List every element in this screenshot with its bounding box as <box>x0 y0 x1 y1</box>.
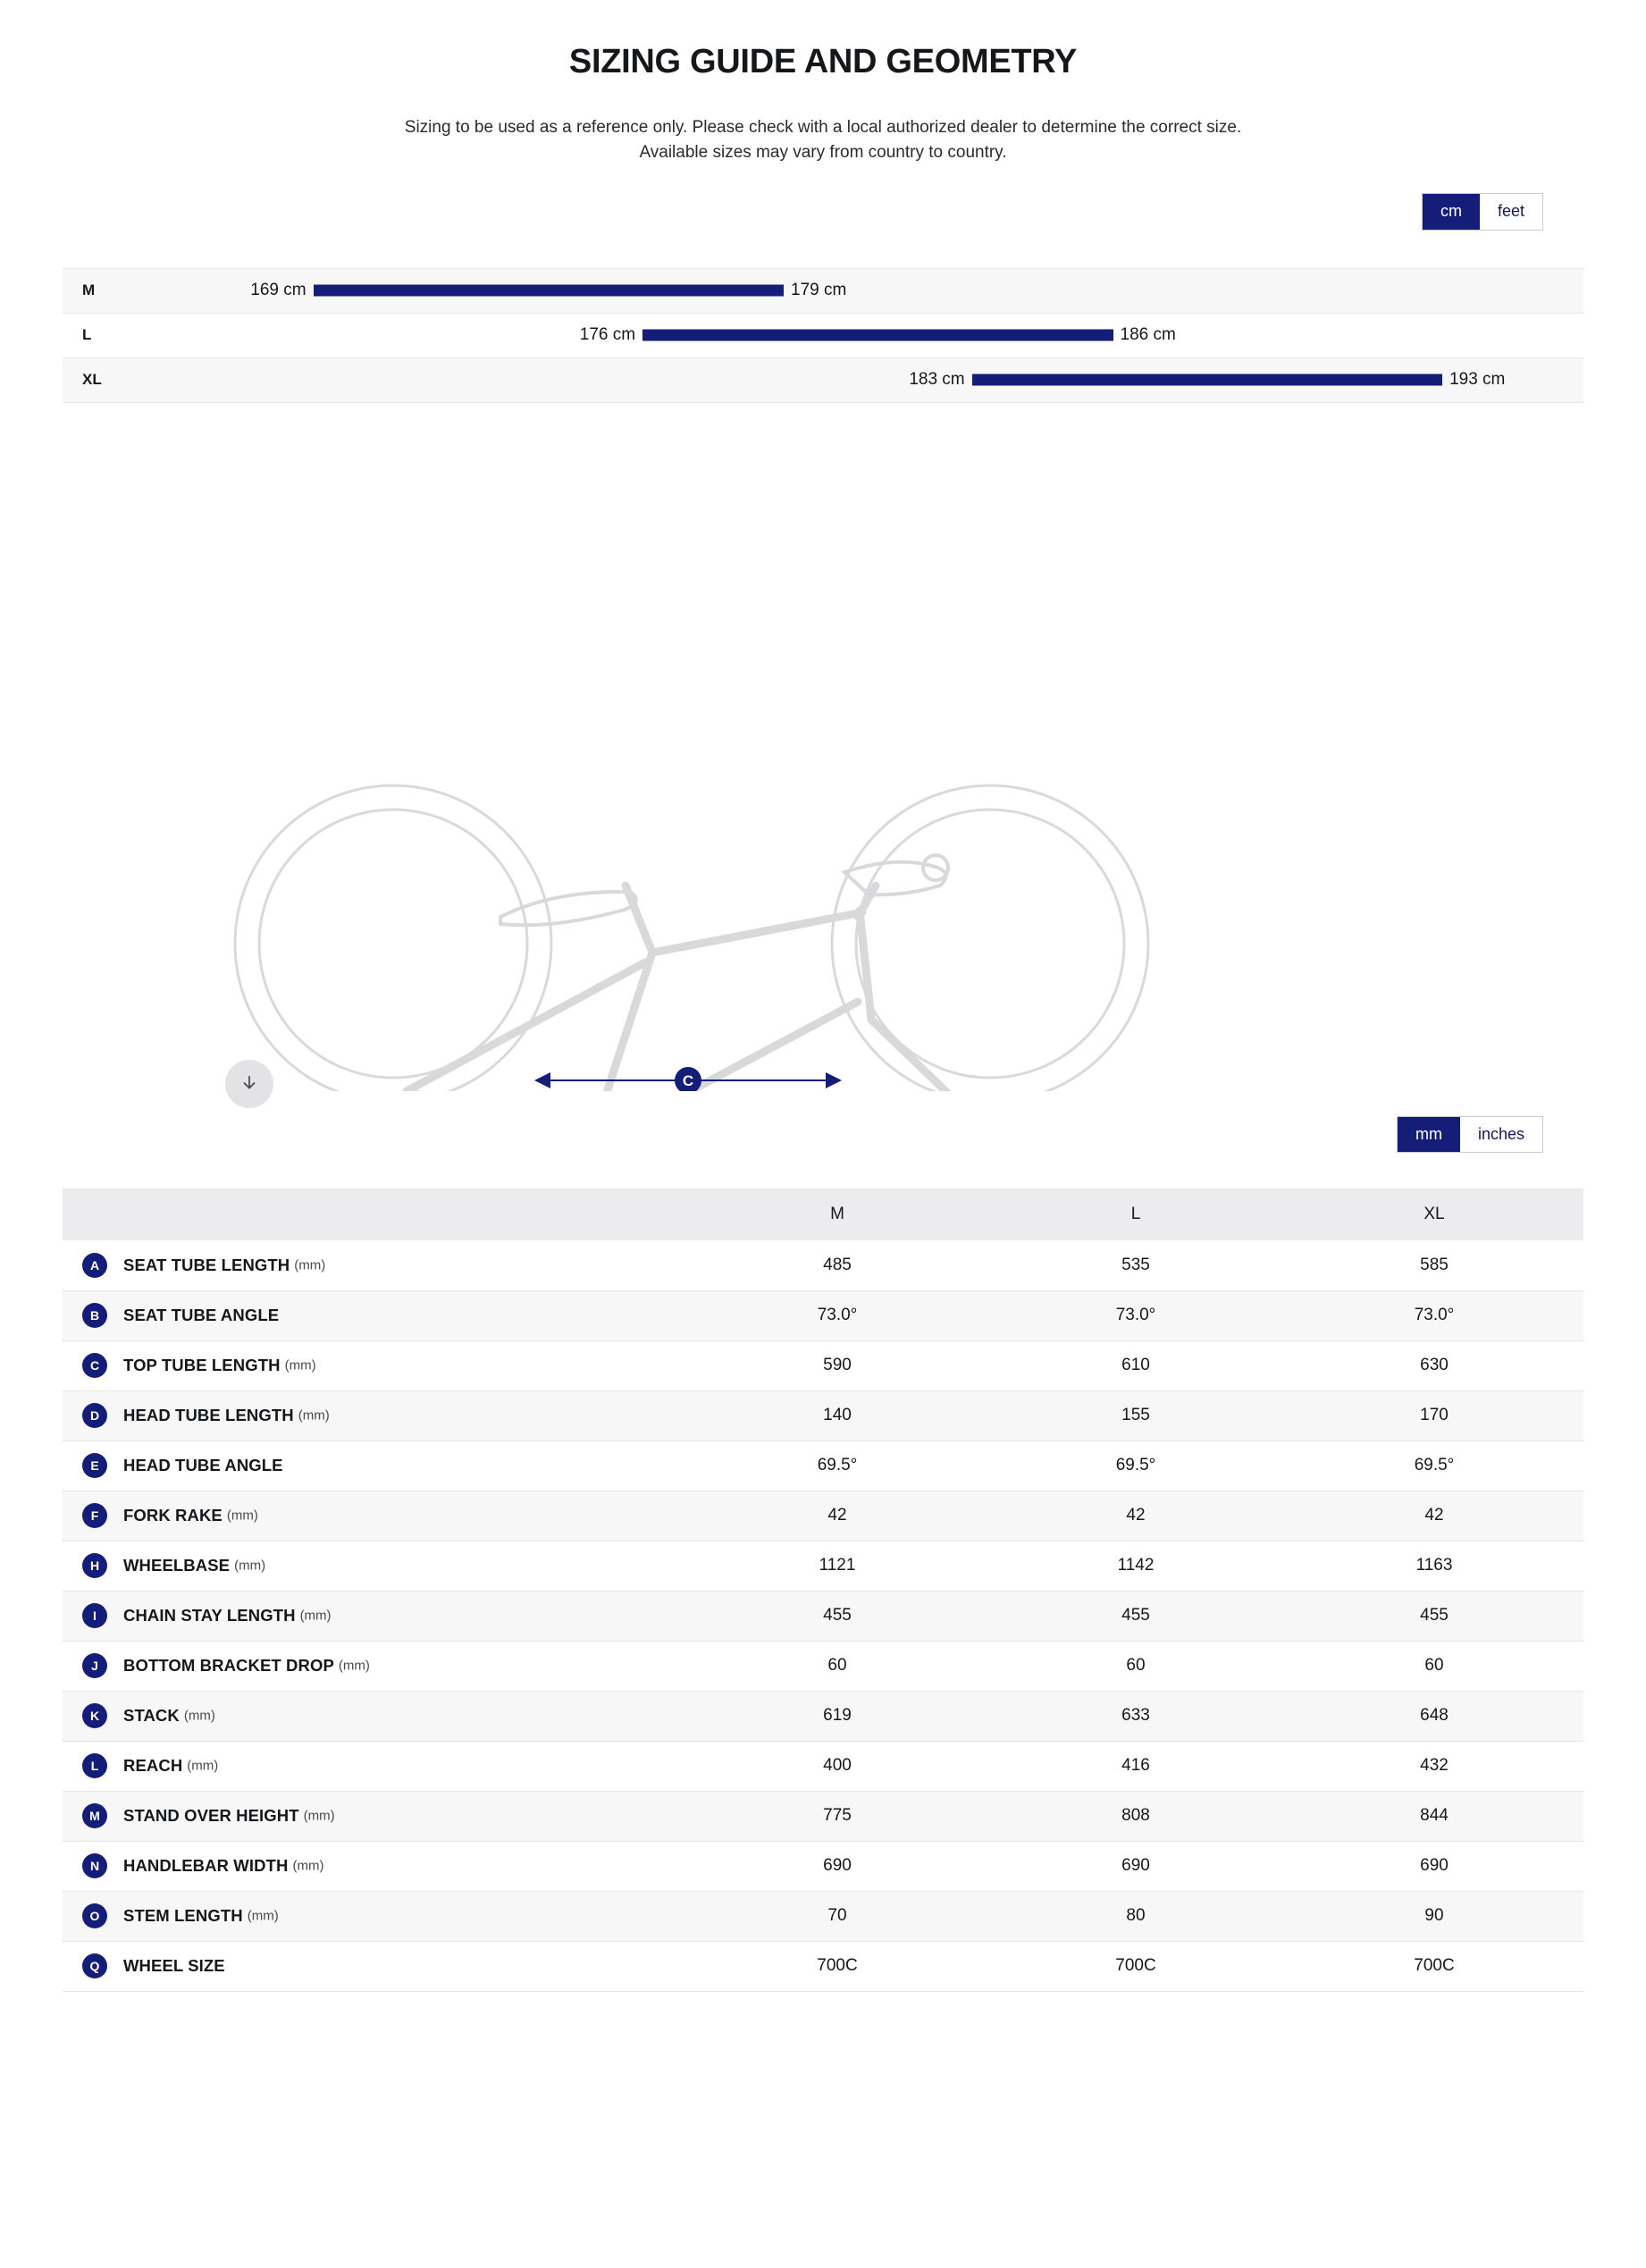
spec-value-xl: 170 <box>1420 1406 1449 1425</box>
spec-label-cell <box>63 1340 688 1390</box>
size-label: M <box>82 281 96 299</box>
spec-label-text: SEAT TUBE ANGLE <box>123 1306 280 1325</box>
spec-value-xl: 42 <box>1424 1506 1444 1525</box>
spec-unit-text: (mm) <box>292 1858 324 1874</box>
spec-label-text: STEM LENGTH <box>123 1906 243 1926</box>
spec-value-xl: 73.0° <box>1414 1306 1455 1325</box>
spec-unit-text: (mm) <box>284 1357 316 1373</box>
spec-unit-text: (mm) <box>187 1758 219 1774</box>
height-unit-feet[interactable]: feet <box>1480 194 1542 230</box>
spec-value-m: 140 <box>823 1406 852 1425</box>
spec-value-l: 700C <box>1115 1956 1156 1976</box>
spec-key-badge: I <box>82 1603 107 1628</box>
geometry-spec-table <box>63 1189 1583 1992</box>
table-row <box>63 1441 1583 1491</box>
spec-value-m: 73.0° <box>817 1306 858 1325</box>
spec-value-m: 69.5° <box>817 1456 858 1475</box>
table-row <box>63 1290 1583 1340</box>
table-row <box>63 1390 1583 1441</box>
spec-key-badge: J <box>82 1653 107 1678</box>
spec-label-cell <box>63 1841 688 1891</box>
spec-label-cell <box>63 1791 688 1841</box>
spec-value-m: 775 <box>823 1806 852 1826</box>
size-range-track <box>125 314 1583 357</box>
spec-unit-text: (mm) <box>299 1608 332 1624</box>
spec-value-xl: 1163 <box>1415 1556 1453 1575</box>
size-range-bar <box>314 285 784 297</box>
spec-unit-text: (mm) <box>303 1808 335 1824</box>
spec-label-cell <box>63 1491 688 1541</box>
subtitle-line-1: Sizing to be used as a reference only. Please check with a local authorized dealer to determine the correct size. <box>404 118 1242 137</box>
table-header-row <box>63 1189 1583 1240</box>
spec-label-text: FORK RAKE <box>123 1506 223 1525</box>
spec-label-cell <box>63 1390 688 1441</box>
spec-key-badge: B <box>82 1303 107 1328</box>
table-row <box>63 1791 1583 1841</box>
column-header-l: L <box>987 1189 1285 1240</box>
spec-value-xl: 585 <box>1420 1256 1449 1275</box>
size-range-row <box>63 269 1583 314</box>
spec-key-badge: Q <box>82 1953 107 1978</box>
table-row <box>63 1591 1583 1641</box>
size-range-min-label: 176 cm <box>579 325 636 345</box>
spec-key-badge: C <box>82 1353 107 1378</box>
spec-key-badge: K <box>82 1703 107 1728</box>
height-unit-toggle[interactable] <box>1422 193 1543 231</box>
spec-value-l: 80 <box>1126 1906 1146 1926</box>
spec-label-cell <box>63 1741 688 1791</box>
size-range-track <box>125 269 1583 313</box>
spec-label-text: STACK <box>123 1706 180 1726</box>
column-header-blank <box>63 1189 688 1240</box>
spec-unit-text: (mm) <box>247 1908 279 1924</box>
height-unit-toggle-row <box>0 193 1646 231</box>
spec-value-l: 690 <box>1121 1856 1150 1876</box>
table-row <box>63 1891 1583 1941</box>
spec-label-text: HANDLEBAR WIDTH <box>123 1856 289 1876</box>
table-row <box>63 1340 1583 1390</box>
spec-label-text: WHEEL SIZE <box>123 1956 225 1976</box>
spec-key-badge: H <box>82 1553 107 1578</box>
height-unit-cm[interactable]: cm <box>1423 194 1480 230</box>
spec-value-l: 155 <box>1121 1406 1150 1425</box>
size-range-max-label: 193 cm <box>1449 370 1506 390</box>
geometry-diagram <box>0 466 1646 1091</box>
svg-text:C: C <box>682 1071 694 1089</box>
spec-value-xl: 90 <box>1424 1906 1444 1926</box>
spec-unit-text: (mm) <box>338 1658 370 1674</box>
spec-value-l: 535 <box>1121 1256 1150 1275</box>
spec-unit-text: (mm) <box>298 1407 330 1424</box>
spec-value-l: 69.5° <box>1115 1456 1156 1475</box>
spec-key-badge: L <box>82 1753 107 1778</box>
spec-value-m: 455 <box>823 1606 852 1625</box>
spec-label-text: SEAT TUBE LENGTH <box>123 1256 290 1275</box>
spec-value-m: 1121 <box>819 1556 856 1575</box>
callout-badges <box>371 1067 1347 1091</box>
spec-label-cell <box>63 1591 688 1641</box>
spec-value-l: 73.0° <box>1115 1306 1156 1325</box>
spec-label-text: HEAD TUBE LENGTH <box>123 1406 294 1425</box>
spec-label-text: CHAIN STAY LENGTH <box>123 1606 296 1625</box>
size-range-min-label: 183 cm <box>909 370 965 390</box>
spec-value-m: 700C <box>817 1956 858 1976</box>
size-range-row <box>63 314 1583 358</box>
subtitle-line-2: Available sizes may vary from country to country. <box>639 142 1007 162</box>
table-row <box>63 1841 1583 1891</box>
spec-value-m: 42 <box>827 1506 847 1525</box>
spec-label-cell <box>63 1891 688 1941</box>
bike-geometry-svg <box>0 466 1646 1091</box>
length-unit-mm[interactable]: mm <box>1398 1117 1460 1153</box>
spec-label-cell <box>63 1290 688 1340</box>
spec-value-m: 485 <box>823 1256 852 1275</box>
spec-value-l: 42 <box>1126 1506 1146 1525</box>
spec-value-xl: 700C <box>1414 1956 1455 1976</box>
spec-value-m: 690 <box>823 1856 852 1876</box>
spec-value-l: 455 <box>1121 1606 1150 1625</box>
spec-value-xl: 69.5° <box>1414 1456 1455 1475</box>
table-row <box>63 1491 1583 1541</box>
spec-value-l: 633 <box>1121 1706 1150 1726</box>
spec-label-cell <box>63 1240 688 1290</box>
spec-label-text: TOP TUBE LENGTH <box>123 1356 281 1375</box>
length-unit-inches[interactable]: inches <box>1460 1117 1542 1153</box>
spec-value-xl: 455 <box>1420 1606 1449 1625</box>
spec-label-text: STAND OVER HEIGHT <box>123 1806 299 1826</box>
column-header-xl: XL <box>1285 1189 1583 1240</box>
size-range-max-label: 179 cm <box>791 281 847 300</box>
spec-unit-text: (mm) <box>294 1257 326 1273</box>
spec-key-badge: M <box>82 1803 107 1828</box>
spec-label-cell <box>63 1441 688 1491</box>
size-range-bar <box>642 330 1113 341</box>
spec-key-badge: E <box>82 1453 107 1478</box>
size-range-max-label: 186 cm <box>1120 325 1176 345</box>
spec-unit-text: (mm) <box>234 1558 266 1574</box>
spec-value-l: 416 <box>1121 1756 1150 1776</box>
spec-label-cell <box>63 1941 688 1991</box>
spec-value-xl: 648 <box>1420 1706 1449 1726</box>
rider-height-chart <box>63 268 1583 403</box>
table-row <box>63 1541 1583 1591</box>
page-subtitle <box>296 115 1350 164</box>
column-header-m: M <box>688 1189 987 1240</box>
spec-value-xl: 60 <box>1424 1656 1444 1676</box>
length-unit-toggle[interactable] <box>1397 1116 1543 1154</box>
spec-label-cell <box>63 1541 688 1591</box>
size-range-row <box>63 358 1583 403</box>
table-row <box>63 1741 1583 1791</box>
spec-label-text: HEAD TUBE ANGLE <box>123 1456 283 1475</box>
table-row <box>63 1641 1583 1691</box>
spec-key-badge: N <box>82 1853 107 1878</box>
download-icon[interactable] <box>225 1060 273 1108</box>
spec-value-l: 60 <box>1126 1656 1146 1676</box>
spec-value-m: 60 <box>827 1656 847 1676</box>
spec-label-cell <box>63 1641 688 1691</box>
size-range-bar <box>972 374 1442 386</box>
spec-value-l: 808 <box>1121 1806 1150 1826</box>
table-row <box>63 1691 1583 1741</box>
table-row <box>63 1941 1583 1991</box>
size-label: XL <box>82 371 102 389</box>
spec-value-m: 70 <box>827 1906 847 1926</box>
size-range-track <box>125 358 1583 402</box>
sizing-guide-page <box>0 43 1646 2268</box>
spec-value-xl: 690 <box>1420 1856 1449 1876</box>
spec-key-badge: O <box>82 1903 107 1928</box>
spec-key-badge: D <box>82 1403 107 1428</box>
spec-value-xl: 844 <box>1420 1806 1449 1826</box>
spec-value-l: 1142 <box>1117 1556 1155 1575</box>
spec-label-text: BOTTOM BRACKET DROP <box>123 1656 334 1676</box>
spec-unit-text: (mm) <box>226 1508 258 1524</box>
spec-unit-text: (mm) <box>183 1708 215 1724</box>
spec-value-xl: 630 <box>1420 1356 1449 1375</box>
page-title: SIZING GUIDE AND GEOMETRY <box>568 43 1078 80</box>
spec-label-text: REACH <box>123 1756 183 1776</box>
spec-label-cell <box>63 1691 688 1741</box>
table-row <box>63 1240 1583 1290</box>
spec-key-badge: A <box>82 1253 107 1278</box>
length-unit-toggle-row <box>0 1116 1646 1154</box>
spec-value-m: 619 <box>823 1706 852 1726</box>
spec-value-l: 610 <box>1121 1356 1150 1375</box>
spec-value-m: 590 <box>823 1356 852 1375</box>
spec-label-text: WHEELBASE <box>123 1556 231 1575</box>
size-label: L <box>82 326 92 344</box>
spec-key-badge: F <box>82 1503 107 1528</box>
size-range-min-label: 169 cm <box>250 281 307 300</box>
spec-value-xl: 432 <box>1420 1756 1449 1776</box>
spec-value-m: 400 <box>823 1756 852 1776</box>
spec-table-body <box>63 1240 1583 1991</box>
